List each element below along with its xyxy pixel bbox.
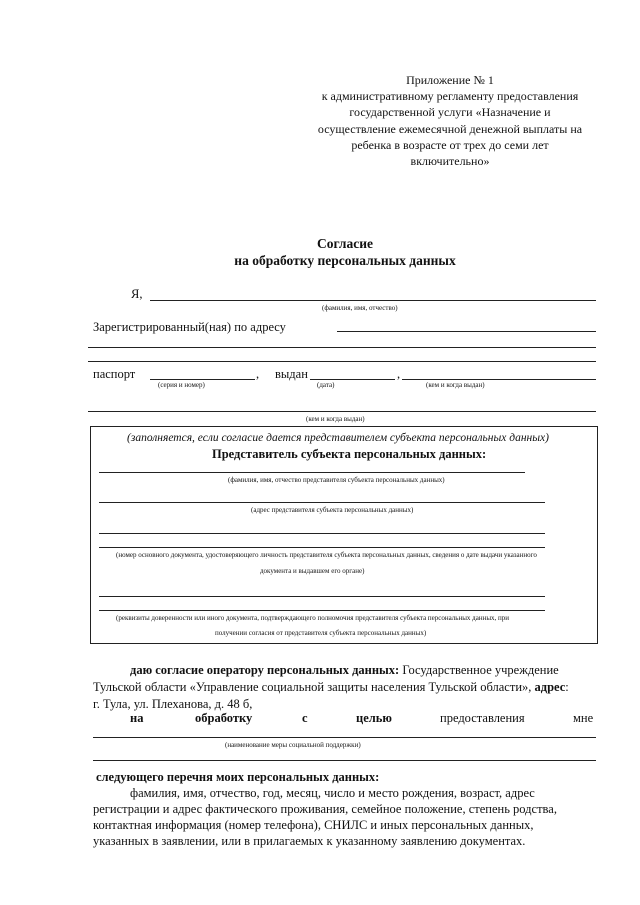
purpose-word: обработку	[195, 711, 253, 725]
appendix-line: ребенка в возрасте от трех до семи лет	[351, 137, 549, 152]
appendix-line: осуществление ежемесячной денежной выплаты на	[317, 121, 583, 136]
rep-document-input-line-2[interactable]	[99, 547, 545, 548]
passport-date-input-line[interactable]	[310, 379, 395, 380]
issuer-hint: (кем и когда выдан)	[426, 381, 485, 389]
purpose-word: целью	[356, 711, 392, 725]
date-hint: (дата)	[317, 381, 335, 389]
measure-hint: (наименование меры социальной поддержки)	[225, 741, 361, 749]
issued-label: выдан	[275, 367, 308, 381]
operator-text: Государственное учреждение	[399, 663, 559, 677]
rep-address-input-line[interactable]	[99, 502, 545, 503]
address-input-line-2[interactable]	[88, 347, 596, 348]
i-label: Я,	[131, 287, 143, 301]
passport-issuer-input-line[interactable]	[402, 379, 596, 380]
purpose-word: с	[302, 711, 308, 725]
address-input-line-1[interactable]	[337, 331, 596, 332]
address-colon: :	[565, 680, 569, 694]
passport-label: паспорт	[93, 367, 136, 381]
appendix-line: Приложение № 1	[406, 73, 494, 87]
appendix-line: включительно»	[410, 154, 490, 169]
data-list-line: регистрации и адрес фактического проживания, семейное положение, степень родства,	[93, 802, 557, 816]
purpose-word: на	[130, 711, 144, 725]
document-title: Согласие	[316, 236, 374, 251]
rep-fio-hint: (фамилия, имя, отчество представителя субъекта персональных данных)	[228, 476, 445, 484]
rep-document-input-line-1[interactable]	[99, 533, 545, 534]
issuer-hint-2: (кем и когда выдан)	[306, 415, 365, 423]
passport-series-input-line[interactable]	[150, 379, 255, 380]
purpose-word: мне	[573, 711, 594, 725]
measure-input-line-2[interactable]	[93, 760, 596, 761]
rep-document-hint: (номер основного документа, удостоверяющего личность представителя субъекта персональных данных, сведения о дате выдачи указанного	[116, 551, 537, 559]
fio-hint: (фамилия, имя, отчество)	[322, 304, 398, 312]
rep-document-hint: документа и выдавшем его органе)	[260, 567, 365, 575]
appendix-line: государственной услуги «Назначение и	[349, 105, 551, 120]
comma: ,	[397, 367, 401, 381]
appendix-line: к административному регламенту предоставления	[321, 89, 579, 104]
appendix-header	[300, 72, 600, 169]
address-bold-text: адрес	[531, 680, 566, 694]
consent-operator-line-2	[93, 680, 569, 695]
data-list-line: фамилия, имя, отчество, год, месяц, число и место рождения, возраст, адрес	[130, 786, 535, 800]
consent-operator-line	[130, 663, 559, 678]
measure-input-line[interactable]	[93, 737, 596, 738]
representative-heading: Представитель субъекта персональных данных:	[212, 447, 487, 461]
data-list-line: указанных в заявлении, или в прилагаемых к указанному заявлению документах.	[93, 834, 526, 848]
registered-label: Зарегистрированный(ная) по адресу	[93, 320, 286, 334]
purpose-word: предоставления	[440, 711, 525, 725]
document-subtitle: на обработку персональных данных	[234, 253, 456, 268]
fio-input-line[interactable]	[150, 300, 596, 301]
consent-bold-text: даю согласие оператору персональных данных:	[130, 663, 400, 677]
data-list-heading: следующего перечня моих персональных данных:	[96, 770, 380, 784]
rep-power-hint: получении согласия от представителя субъекта персональных данных)	[215, 629, 427, 637]
comma: ,	[256, 367, 260, 381]
rep-address-hint: (адрес представителя субъекта персональных данных)	[251, 506, 414, 514]
issuer-input-line[interactable]	[88, 411, 596, 412]
operator-name-text: Тульской области «Управление социальной защиты населения Тульской области»,	[93, 680, 532, 694]
series-hint: (серия и номер)	[158, 381, 205, 389]
address-input-line-3[interactable]	[88, 361, 596, 362]
representative-note: (заполняется, если согласие дается представителем субъекта персональных данных)	[127, 432, 549, 444]
rep-power-input-line-2[interactable]	[99, 610, 545, 611]
rep-power-hint: (реквизиты доверенности или иного документа, подтверждающего полномочия представителя субъекта персональных данных, при	[116, 614, 510, 622]
data-list-line: контактная информация (номер телефона), СНИЛС и иных персональных данных,	[93, 818, 534, 832]
rep-power-input-line-1[interactable]	[99, 596, 545, 597]
operator-address-text: г. Тула, ул. Плеханова, д. 48 б,	[93, 697, 253, 711]
rep-fio-input-line[interactable]	[99, 472, 525, 473]
